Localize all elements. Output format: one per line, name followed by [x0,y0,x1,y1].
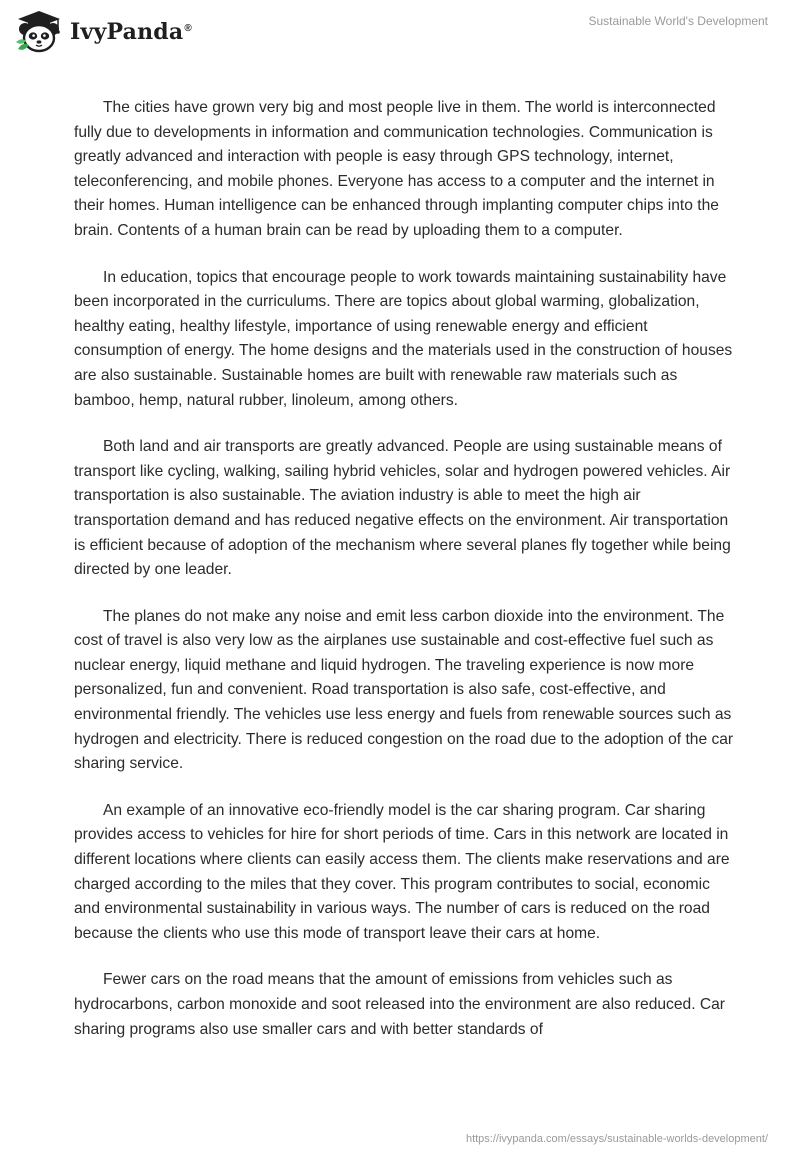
essay-body [74,96,734,1064]
document-title: Sustainable World's Development [588,14,768,28]
paragraph: An example of an innovative eco-friendly model is the car sharing program. Car sharing provides access to vehicles for hire for short periods of time. Cars in this network are located in different locations where clients can easily access them. The clients make reservations and are charged according to the miles that they cover. This program contributes to social, economic and environmental sustainability in various ways. The number of cars is reduced on the road because the clients who use this mode of transport leave their cars at home. [74,801,730,942]
registered-mark: ® [184,22,192,34]
paragraph: In education, topics that encourage people to work towards maintaining sustainability have been incorporated in the curriculums. There are topics about global warming, globalization, healthy eating, healthy lifestyle, importance of using renewable energy and efficient consumption of energy. The home designs and the materials used in the construction of houses are also sustainable. Sustainable homes are built with renewable raw materials such as bamboo, hemp, natural rubber, linoleum, among others. [74,268,733,409]
page-header [0,0,800,64]
paragraph: Both land and air transports are greatly advanced. People are using sustainable means of transport like cycling, walking, sailing hybrid vehicles, solar and hydrogen powered vehicles. Air transportation is also sustainable. The aviation industry is able to meet the high air transportation demand and has reduced negative effects on the environment. Air transportation is efficient because of adoption of the mechanism where several planes fly together while being directed by one leader. [74,438,731,579]
paragraph: Fewer cars on the road means that the amount of emissions from vehicles such as hydrocarbons, carbon monoxide and soot released into the environment are also reduced. Car sharing programs also use smaller cars and with better standards of [74,971,725,1038]
paragraph: The cities have grown very big and most people live in them. The world is interconnected fully due to developments in information and communication technologies. Communication is greatly advanced and interaction with people is easy through GPS technology, internet, teleconferencing, and mobile phones. Everyone has access to a computer and the internet in their homes. Human intelligence can be enhanced through implanting computer chips into the brain. Contents of a human brain can be read by uploading them to a computer. [74,99,719,239]
panda-graduate-icon [14,9,64,55]
paragraph: The planes do not make any noise and emit less carbon dioxide into the environment. The cost of travel is also very low as the airplanes use sustainable and cost-effective fuel such as nuclear energy, liquid methane and liquid hydrogen. The traveling experience is now more personalized, fun and convenient. Road transportation is also safe, cost-effective, and environmental friendly. The vehicles use less energy and fuels from renewable sources such as hydrogen and electricity. There is reduced congestion on the road due to the adoption of the car sharing service. [74,607,734,773]
source-url[interactable]: https://ivypanda.com/essays/sustainable-worlds-development/ [465,1133,768,1145]
brand-logo[interactable] [14,8,192,56]
brand-name: IvyPanda® [70,19,192,45]
